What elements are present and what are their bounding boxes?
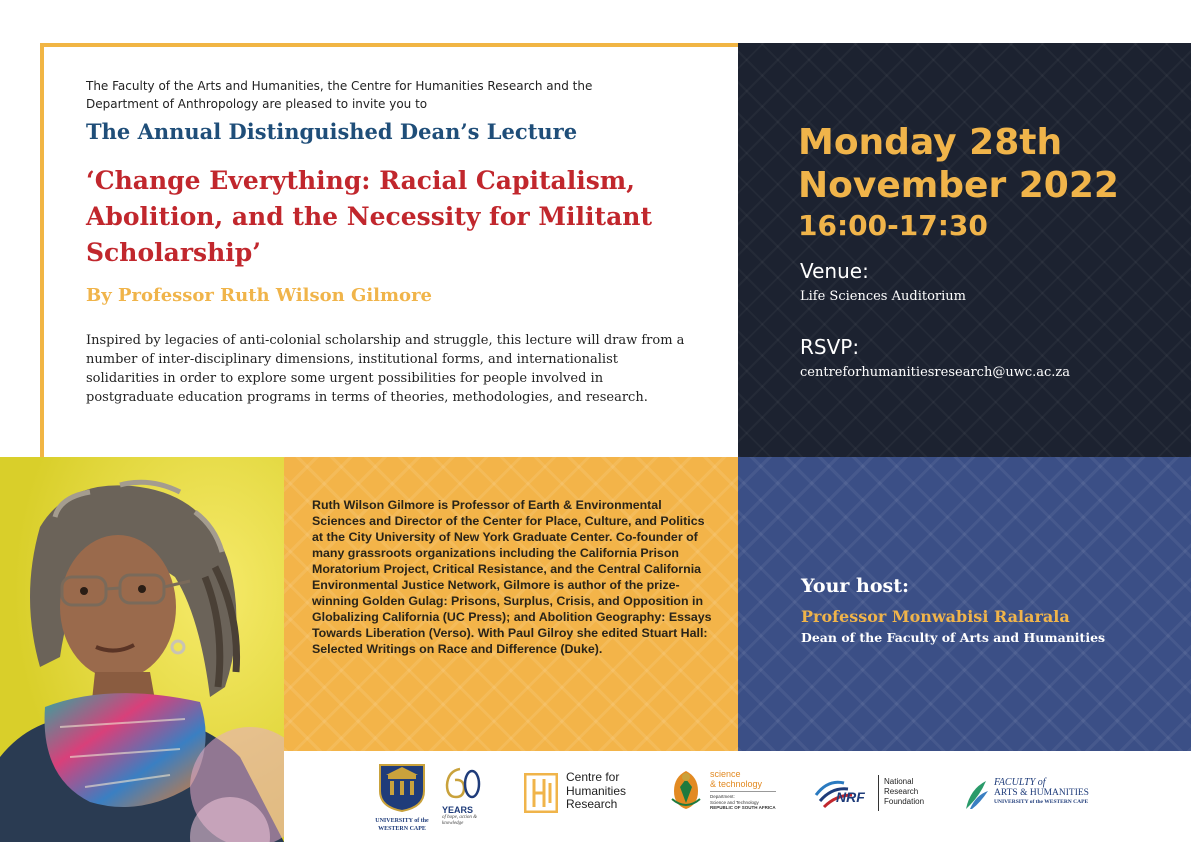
chr-logo-line2: Humanities — [566, 783, 627, 798]
rsvp-email-link[interactable]: centreforhumanitiesresearch@uwc.ac.za — [800, 365, 1070, 380]
uwc-crest-icon — [372, 761, 432, 813]
host-panel — [738, 457, 1191, 751]
event-date-line2: November 2022 — [798, 165, 1119, 206]
uwc-logo — [372, 761, 432, 841]
lecture-title: ‘Change Everything: Racial Capitalism, Abolition, and the Necessity for Militant Scholarship’ — [86, 166, 652, 267]
uwc-logo-line2: WESTERN CAPE — [378, 826, 426, 832]
faculty-logo-line2: ARTS & HUMANITIES — [994, 788, 1089, 798]
uwc-logo-line1: UNIVERSITY of the — [375, 818, 429, 824]
speaker-portrait-illustration — [0, 457, 284, 842]
event-time: 16:00-17:30 — [798, 209, 988, 242]
faculty-leaf-icon — [962, 777, 990, 811]
nrf-logo — [814, 775, 934, 815]
faculty-logo-line1: FACULTY of — [994, 777, 1046, 788]
lecture-abstract: Inspired by legacies of anti-colonial scholarship and struggle, this lecture will draw from a number of inter-disciplinary dimensions, institutional forms, and internationalist solidarities in order to explore some urgent possibilities for people involved in postgraduate education programs in terms of theories, methodologies, and research. — [86, 333, 685, 405]
event-details-panel — [738, 43, 1191, 457]
rsvp-label: RSVP: — [800, 335, 860, 359]
dst-logo-line5: REPUBLIC OF SOUTH AFRICA — [710, 805, 776, 810]
venue-label: Venue: — [800, 259, 869, 283]
nrf-logo-line2: Research — [884, 787, 919, 796]
speaker-bio-panel — [284, 457, 738, 751]
chr-logo-line1: Centre for — [566, 770, 620, 784]
dst-logo-line3: Department: — [710, 794, 735, 799]
host-name: Professor Monwabisi Ralarala — [801, 607, 1070, 626]
dst-logo — [668, 769, 800, 819]
nrf-divider — [878, 775, 879, 811]
sixty-years-numeral-icon — [442, 767, 482, 801]
faculty-logo-line3: UNIVERSITY of the WESTERN CAPE — [994, 799, 1089, 805]
speaker-photo — [0, 457, 284, 842]
event-date-line1: Monday 28th — [798, 122, 1063, 163]
host-role: Dean of the Faculty of Arts and Humanities — [801, 630, 1106, 645]
lecture-series-title: The Annual Distinguished Dean’s Lecture — [86, 119, 578, 144]
sponsor-logo-strip — [284, 751, 1191, 842]
chr-logo — [524, 771, 644, 821]
nrf-logo-line1: National — [884, 777, 914, 786]
sixty-years-tagline: of hope, action & knowledge — [442, 815, 477, 826]
nrf-logo-line3: Foundation — [884, 797, 925, 806]
faculty-arts-humanities-logo — [962, 777, 1112, 817]
speaker-byline: By Professor Ruth Wilson Gilmore — [86, 285, 432, 306]
chr-logo-line3: Research — [566, 797, 618, 811]
dst-logo-line2: & technology — [710, 779, 776, 792]
invitation-intro: The Faculty of the Arts and Humanities, the Centre for Humanities Research and the Department of Anthropology are pleased to invite you to — [86, 79, 593, 111]
nrf-abbreviation: NRF — [836, 789, 865, 805]
sixty-years-label: YEARS — [442, 805, 474, 815]
sixty-years-logo — [442, 767, 482, 837]
venue-value: Life Sciences Auditorium — [800, 289, 966, 304]
event-date — [798, 121, 1188, 207]
dst-logo-line1: science — [710, 769, 741, 779]
sa-coat-of-arms-icon — [668, 769, 704, 811]
speaker-bio: Ruth Wilson Gilmore is Professor of Earth & Environmental Sciences and Director of the Center for Place, Culture, and Politics at the City University of New York Graduate Center. Co-founder of many grassroots organizations including the California Prison Moratorium Project, Critical Resistance, and the Central California Environmental Justice Network, Gilmore is author of the prize-winning Golden Gulag: Prisons, Surplus, Crisis, and Opposition in Globalizing California (UC Press); and Abolition Geography: Essays Towards Liberation (Verso). With Paul Gilroy she edited Stuart Hall: Selected Writings on Race and Difference (Duke). — [312, 498, 712, 656]
chr-mark-icon — [524, 773, 558, 813]
host-label: Your host: — [801, 575, 909, 597]
dst-logo-line4: Science and Technology — [710, 799, 759, 805]
invitation-panel — [40, 43, 738, 457]
